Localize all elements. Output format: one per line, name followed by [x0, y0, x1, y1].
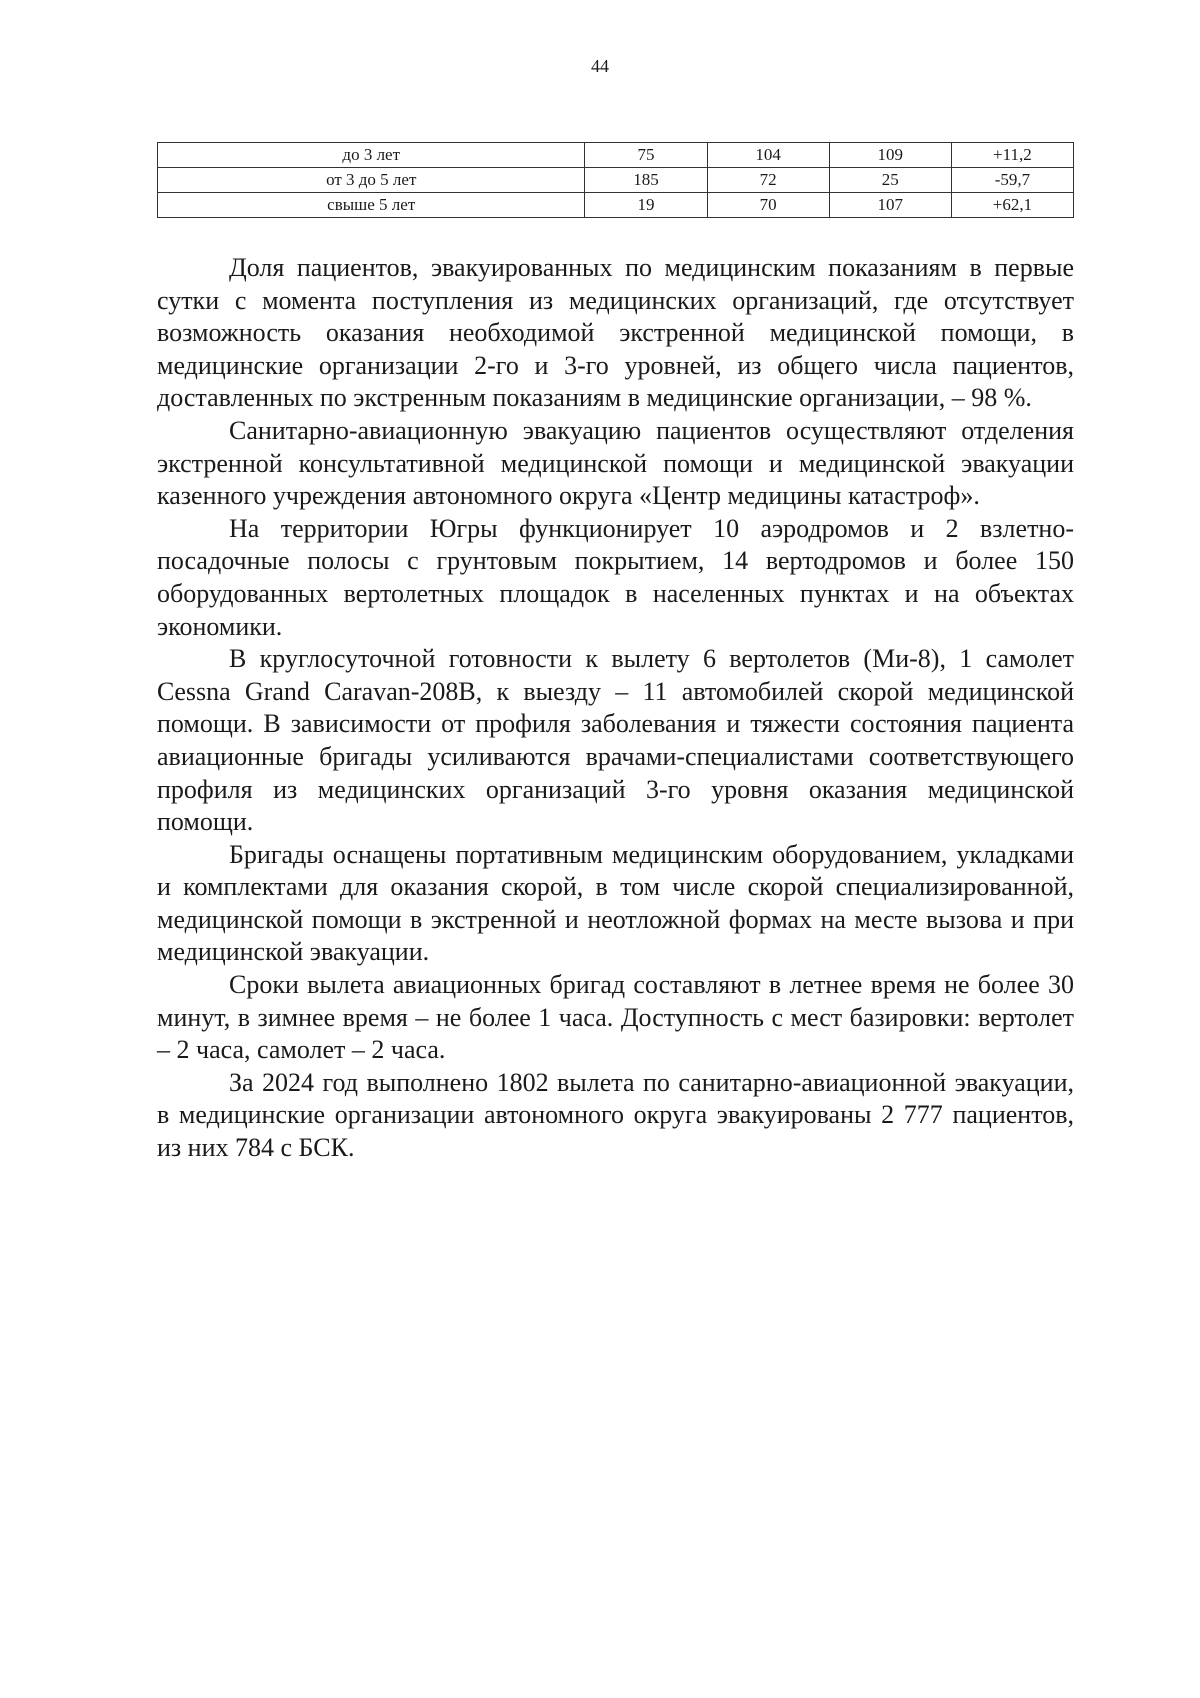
body-text — [157, 252, 1074, 1165]
page-number: 44 — [591, 56, 609, 76]
table-cell: +62,1 — [951, 193, 1073, 218]
paragraph: Доля пациентов, эвакуированных по медицинским показаниям в первые сутки с момента поступления из медицинских организаций, где отсутствует возможность оказания необходимой экстренной медицинской помощи, в медицинские организации 2-го и 3-го уровней, из общего числа пациентов, доставленных по экстренным показаниям в медицинские организации, – 98 %. — [157, 253, 1074, 413]
table-cell: 70 — [707, 193, 829, 218]
table-cell: 75 — [585, 143, 707, 168]
table-cell-label: свыше 5 лет — [158, 193, 585, 218]
data-table — [157, 142, 1074, 218]
table-row — [158, 193, 1074, 218]
table-cell: 107 — [829, 193, 951, 218]
table-cell-label: от 3 до 5 лет — [158, 168, 585, 193]
table-cell: -59,7 — [951, 168, 1073, 193]
paragraph: В круглосуточной готовности к вылету 6 вертолетов (Ми-8), 1 самолет Cessna Grand Caravan-208B, к выезду – 11 автомобилей скорой медицинской помощи. В зависимости от профиля заболевания и тяжести состояния пациента авиационные бригады усиливаются врачами-специалистами соответствующего профиля из медицинских организаций 3-го уровня оказания медицинской помощи. — [157, 644, 1074, 837]
table-cell: 19 — [585, 193, 707, 218]
paragraph: На территории Югры функционирует 10 аэродромов и 2 взлетно-посадочные полосы с грунтовым покрытием, 14 вертодромов и более 150 оборудованных вертолетных площадок в населенных пунктах и на объектах экономики. — [157, 513, 1074, 641]
table-cell: 185 — [585, 168, 707, 193]
paragraph: Санитарно-авиационную эвакуацию пациентов осуществляют отделения экстренной консультативной медицинской помощи и медицинской эвакуации казенного учреждения автономного округа «Центр медицины катастроф». — [157, 415, 1074, 511]
paragraph: Сроки вылета авиационных бригад составляют в летнее время не более 30 минут, в зимнее время – не более 1 часа. Доступность с мест базировки: вертолет – 2 часа, самолет – 2 часа. — [157, 970, 1074, 1065]
table-row — [158, 143, 1074, 168]
paragraph: Бригады оснащены портативным медицинским оборудованием, укладками и комплектами для оказания скорой, в том числе скорой специализированной, медицинской помощи в экстренной и неотложной формах на месте вызова и при медицинской эвакуации. — [157, 839, 1074, 967]
paragraph: За 2024 год выполнено 1802 вылета по санитарно-авиационной эвакуации, в медицинские организации автономного округа эвакуированы 2 777 пациентов, из них 784 с БСК. — [157, 1067, 1074, 1163]
table-cell: +11,2 — [951, 143, 1073, 168]
table-cell: 72 — [707, 168, 829, 193]
table-row — [158, 168, 1074, 193]
table-cell-label: до 3 лет — [158, 143, 585, 168]
table-cell: 25 — [829, 168, 951, 193]
table-cell: 109 — [829, 143, 951, 168]
table-cell: 104 — [707, 143, 829, 168]
